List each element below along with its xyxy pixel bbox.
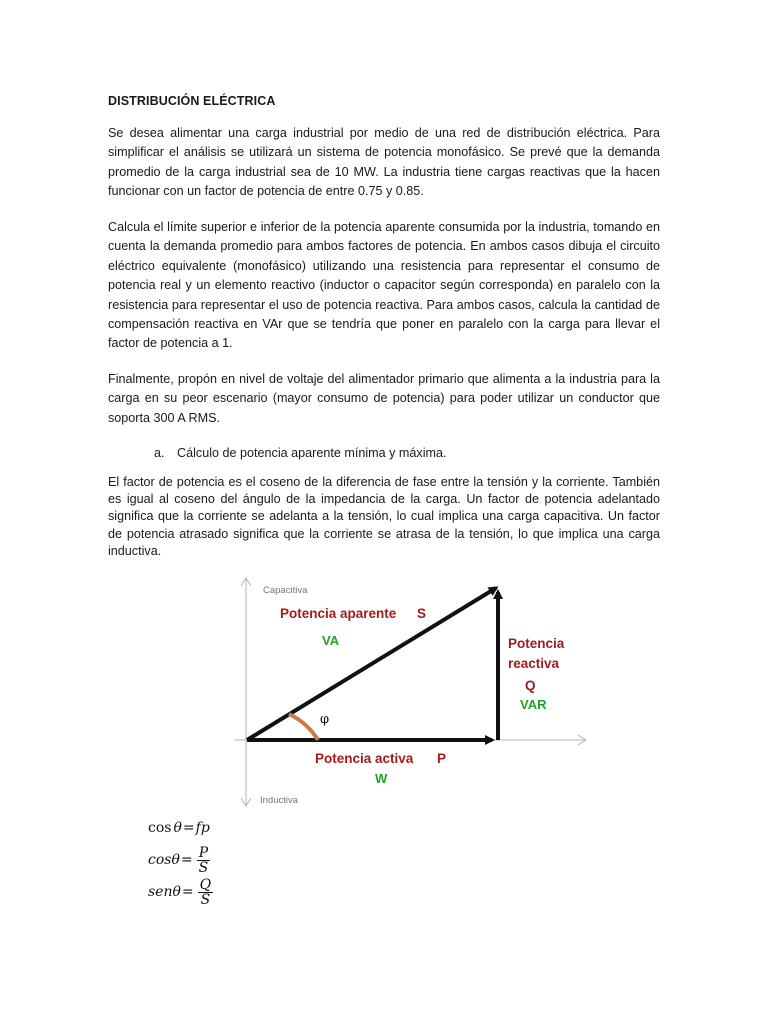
list-item-text: Cálculo de potencia aparente mínima y máxima.: [177, 446, 447, 460]
document-title: DISTRIBUCIÓN ELÉCTRICA: [108, 94, 276, 108]
angle-arc: [289, 714, 318, 740]
formula-cos-fp: [148, 815, 213, 841]
formula-sen-ratio: [148, 876, 213, 908]
formula-3-num: Q: [199, 876, 212, 893]
paragraph-2: Calcula el límite superior e inferior de la potencia aparente consumida por la industria, tomando en cuenta la demanda promedio para ambos factores de potencia. En ambos casos dibuja el circuito eléctrico equivalente (monofásico) utilizando una resistencia para representar el consumo de potencia real y un elemento reactivo (inductor o capacitor según corresponda) en paralelo con la resistencia para representar el uso de potencia reactiva. Para ambos casos, calcula la cantidad de compensación reactiva en VAr que se tendría que poner en paralelo con la carga para llevar el factor de potencia a 1.: [108, 220, 660, 351]
formula-2-lhs: cosθ: [148, 852, 180, 868]
vert-label-2: reactiva: [508, 656, 560, 671]
formula-2-eq: =: [180, 852, 193, 868]
axis-top-label: Capacitiva: [263, 585, 308, 596]
formula-block: [148, 815, 213, 911]
horiz-symbol: P: [437, 751, 447, 766]
list-item-a: [154, 444, 447, 463]
formula-2-num: P: [198, 844, 209, 861]
hyp-label: Potencia aparente: [280, 606, 397, 621]
horiz-unit: W: [375, 771, 388, 786]
formula-1-rhs: fp: [195, 820, 210, 836]
vert-label-1: Potencia: [508, 636, 565, 651]
formula-3-eq: =: [181, 884, 194, 900]
vert-symbol: Q: [525, 678, 536, 693]
axis-bottom-label: Inductiva: [260, 795, 299, 806]
list-marker: a.: [154, 446, 165, 460]
horiz-label: Potencia activa: [315, 751, 414, 766]
power-triangle-diagram: [230, 572, 590, 812]
formula-1-eq: =: [182, 820, 195, 836]
vert-unit: VAR: [520, 697, 547, 712]
formula-3-fraction: [198, 878, 213, 907]
formula-2-fraction: [197, 846, 211, 875]
formula-cos-ratio: [148, 844, 213, 876]
formula-1-fn: cos: [148, 820, 172, 836]
formula-2-den: S: [198, 859, 209, 876]
angle-symbol: φ: [320, 712, 330, 727]
formula-3-lhs: senθ: [148, 884, 181, 900]
paragraph-4: El factor de potencia es el coseno de la diferencia de fase entre la tensión y la corriente. También es igual al coseno del ángulo de la impedancia de la carga. Un factor de potencia adelantado significa que la corriente se adelanta a la tensión, lo cual implica una carga capacitiva. Un factor de potencia atrasado significa que la corriente se atrasa de la tensión, lo que implica una carga inductiva.: [108, 475, 660, 558]
paragraph-1: Se desea alimentar una carga industrial por medio de una red de distribución eléctrica. Para simplificar el análisis se utilizará un sistema de potencia monofásico. Se prevé que la demanda promedio de la carga industrial sea de 10 MW. La industria tiene cargas reactivas que la hacen funcionar con un factor de potencia de entre 0.75 y 0.85.: [108, 126, 660, 199]
hyp-symbol: S: [417, 606, 427, 621]
formula-3-den: S: [200, 891, 211, 908]
formula-1-var: θ: [173, 820, 182, 836]
paragraph-3: Finalmente, propón en nivel de voltaje del alimentador primario que alimenta a la industria para la carga en su peor escenario (mayor consumo de potencia) para poder utilizar un conductor que soporta 300 A RMS.: [108, 372, 660, 425]
hyp-unit: VA: [322, 633, 340, 648]
